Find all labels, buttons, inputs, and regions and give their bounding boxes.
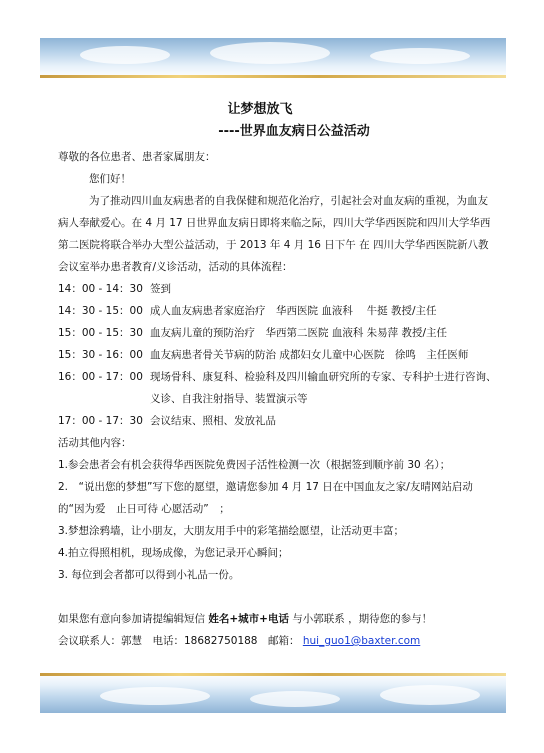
schedule-desc: 血友病儿童的预防治疗 华西第二医院 血液科 朱易萍 教授/主任	[150, 327, 448, 339]
phone-label: 电话：	[152, 635, 184, 647]
schedule-row	[58, 322, 498, 344]
schedule-row	[58, 410, 498, 432]
contact-format: 姓名+城市+电话	[208, 613, 289, 625]
contact-instructions	[58, 608, 498, 630]
page-subtitle: ----世界血友病日公益活动	[218, 124, 370, 139]
schedule-time: 17：00 - 17：30	[58, 415, 143, 427]
spacer	[58, 586, 498, 608]
header-banner	[40, 38, 506, 78]
schedule-desc: 血友病患者骨关节病的防治 成都妇女儿童中心医院 徐鸣 主任医师	[150, 349, 469, 361]
contact-prefix: 如果您有意向参加请提编辑短信	[58, 613, 209, 625]
contact-name: 郭慧	[121, 635, 142, 647]
contact-label: 会议联系人：	[58, 635, 121, 647]
schedule-time: 16：00 - 17：00	[58, 371, 143, 383]
email-label: 邮箱：	[268, 635, 300, 647]
schedule-row	[58, 366, 498, 410]
schedule-desc: 现场骨科、康复科、检验科及四川输血研究所的专家、专科护士进行咨询、义诊、自我注射指导、装置演示等	[150, 371, 497, 405]
hello: 您们好！	[89, 173, 131, 185]
schedule-time: 15：30 - 16：00	[58, 349, 143, 361]
letter-body	[58, 146, 498, 652]
other-heading: 活动其他内容：	[58, 437, 132, 449]
schedule-row	[58, 278, 498, 300]
other-item: 3. 每位到会者都可以得到小礼品一份。	[58, 569, 240, 581]
schedule-desc: 成人血友病患者家庭治疗 华西医院 血液科 牛挺 教授/主任	[150, 305, 437, 317]
phone-number: 18682750188	[184, 635, 258, 647]
intro-paragraph: 为了推动四川血友病患者的自我保健和规范化治疗，引起社会对血友病的重视，为血友病人奉献爱心。在 4 月 17 日世界血友病日即将来临之际，四川大学华西医院和四川大学华西第二医院将联合举办大型公益活动，于 2013 年 4 月 16 日下午 在 四川大学华西医院新八教会议室举办患者教育/义诊活动，活动的具体流程：	[58, 195, 491, 273]
other-item: 4.拍立得照相机，现场成像，为您记录开心瞬间；	[58, 547, 289, 559]
schedule-row	[58, 344, 498, 366]
greeting: 尊敬的各位患者、患者家属朋友：	[58, 151, 216, 163]
schedule-time: 15：00 - 15：30	[58, 327, 143, 339]
contact-suffix: 与小郭联系 ，期待您的参与！	[288, 613, 433, 625]
page-title: 让梦想放飞	[227, 102, 293, 117]
schedule-desc: 签到	[150, 283, 171, 295]
schedule-desc: 会议结束、照相、发放礼品	[150, 415, 276, 427]
email-link[interactable]: hui_guo1@baxter.com	[302, 635, 421, 647]
contact-person-line	[58, 630, 498, 652]
other-item: 2. “说出您的梦想”写下您的愿望，邀请您参加 4 月 17 日在中国血友之家/友晴网站启动的“因为爱 止日可待 心愿活动” ；	[58, 481, 473, 515]
footer-banner	[40, 673, 506, 713]
schedule-time: 14：30 - 15：00	[58, 305, 143, 317]
other-item: 3.梦想涂鸦墙，让小朋友，大朋友用手中的彩笔描绘愿望，让活动更丰富；	[58, 525, 405, 537]
schedule-time: 14：00 - 14：30	[58, 283, 143, 295]
schedule-row	[58, 300, 498, 322]
other-item: 1.参会患者会有机会获得华西医院免费因子活性检测一次（根据签到顺序前 30 名）；	[58, 459, 451, 471]
